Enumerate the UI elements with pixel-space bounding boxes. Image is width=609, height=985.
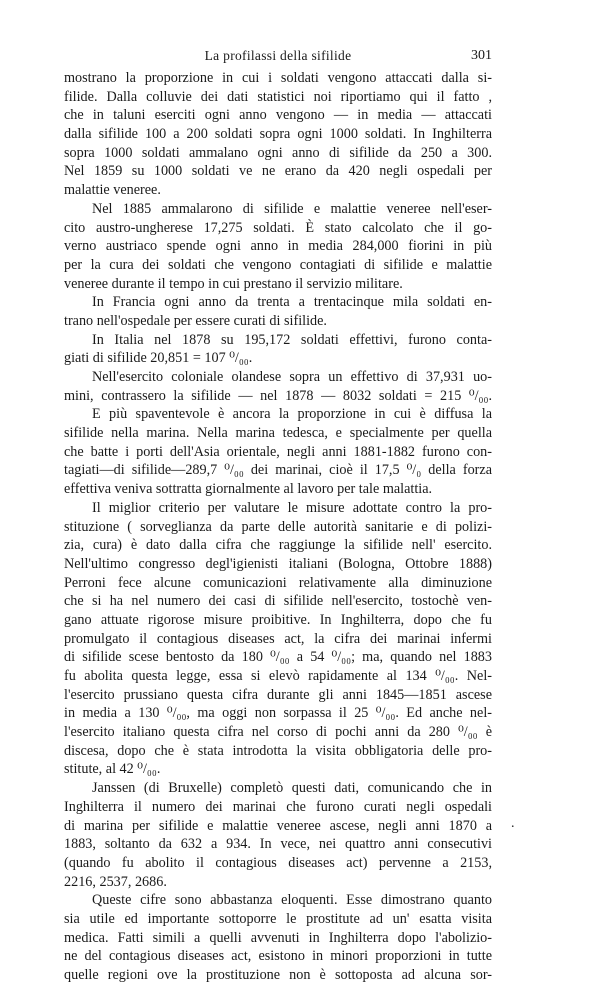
text-line: Janssen (di Bruxelle) completò questi dati, comunicando che in xyxy=(92,780,492,797)
text-line: che si ha nel numero dei casi di sifilide nell'esercito, tostochè ven- xyxy=(64,593,492,610)
text-line: sopra 1000 soldati ammalano ogni anno di sifilide da 250 a 300. xyxy=(64,144,492,161)
text-line: stitute, al 42 ⁰/₀₀. xyxy=(64,761,161,778)
text-line: Nel 1885 ammalarono di sifilide e malattie veneree nell'eser- xyxy=(92,200,492,217)
text-line: Nel 1859 su 1000 soldati ve ne erano da 420 negli ospedali per xyxy=(64,163,492,180)
text-line: Inghilterra il numero dei marinai che furono curati negli ospedali xyxy=(64,798,492,815)
text-line: E più spaventevole è ancora la proporzione in cui è diffusa la xyxy=(92,406,492,423)
text-line: In Italia nel 1878 su 195,172 soldati effettivi, furono conta- xyxy=(92,331,492,348)
text-line: sia utile ed importante sottoporre le prostitute ad un' esatta visita xyxy=(64,910,492,927)
text-line: cito austro-ungherese 17,275 soldati. È stato calcolato che il go- xyxy=(64,219,492,236)
text-line: gano attuate rigorose misure proibitive. In Inghilterra, dopo che fu xyxy=(64,611,492,628)
text-line: dalla sifilide 100 a 200 soldati sopra ogni 1000 soldati. In Inghilterra xyxy=(64,126,492,143)
text-line: mostrano la proporzione in cui i soldati vengono attaccati dalla si- xyxy=(64,70,492,86)
text-line: zia, cura) è dato dalla cifra che raggiunge la sifilide nell' esercito. xyxy=(64,537,492,554)
text-line: Il miglior criterio per valutare le misure adottate contro la pro- xyxy=(92,499,492,516)
text-line: che in taluni eserciti ogni anno vengono — in media — attaccati xyxy=(64,107,492,124)
text-line: 2216, 2537, 2686. xyxy=(64,873,167,890)
text-line: l'esercito italiano questa cifra nel corso di pochi anni da 280 ⁰/₀₀ è xyxy=(64,724,492,741)
body-text xyxy=(64,69,492,985)
running-head xyxy=(64,48,492,70)
text-line: effettiva veniva sottratta giornalmente al lavoro per tale malattia. xyxy=(64,481,433,498)
text-line: malattie veneree. xyxy=(64,182,161,199)
text-line: discesa, dopo che è stata introdotta la visita obbligatoria delle pro- xyxy=(64,742,492,759)
text-line: quelle regioni ove la prostituzione non è sottoposta ad alcuna sor- xyxy=(64,967,492,983)
text-line: sifilide nella marina. Nella marina tedesca, e specialmente per quella xyxy=(64,425,492,442)
text-line: medica. Fatti simili a quelli avvenuti in Inghilterra dopo l'abolizio- xyxy=(64,929,492,946)
text-line: Queste cifre sono abbastanza eloquenti. Esse dimostrano quanto xyxy=(92,892,492,909)
text-line: In Francia ogni anno da trenta a trentacinque mila soldati en- xyxy=(92,294,492,311)
text-line: Nell'esercito coloniale olandese sopra un effettivo di 37,931 uo- xyxy=(92,369,492,385)
text-line: per la cura dei soldati che vengono contagiati di sifilide e malattie xyxy=(64,256,492,273)
text-line: fu abolita questa legge, essa si elevò rapidamente al 134 ⁰/₀₀. Nel- xyxy=(64,668,492,684)
page-number: 301 xyxy=(471,48,492,63)
text-line: tagiati—di sifilide—289,7 ⁰/₀₀ dei marinai, cioè il 17,5 ⁰/₀ della forza xyxy=(64,462,492,479)
text-line: giati di sifilide 20,851 = 107 ⁰/₀₀. xyxy=(64,350,253,367)
running-head-title: La profilassi della sifilide xyxy=(204,48,352,63)
text-line: stituzione ( sorveglianza da parte delle autorità sanitarie e di polizi- xyxy=(64,518,492,535)
margin-mark: . xyxy=(511,816,515,831)
text-line: veneree durante il tempo in cui prestano il servizio militare. xyxy=(64,275,403,292)
text-line: verno austriaco spende ogni anno in media 284,000 fiorini in più xyxy=(64,238,492,255)
text-line: mini, contrassero la sifilide — nel 1878 — 8032 soldati = 215 ⁰/₀₀. xyxy=(64,387,492,404)
text-line: l'esercito prussiano questa cifra durante gli anni 1845—1851 ascese xyxy=(64,686,492,703)
text-line: di sifilide scese bentosto da 180 ⁰/₀₀ a 54 ⁰/₀₀; ma, quando nel 1883 xyxy=(64,649,492,666)
text-line: ne del contagious diseases act, esistono in minori proporzioni in tutte xyxy=(64,948,492,965)
text-line: di marina per sifilide e malattie veneree ascese, negli anni 1870 a xyxy=(64,817,492,834)
text-line: promulgato il contagious diseases act, la cifra dei marinai infermi xyxy=(64,630,492,647)
text-line: Perroni fece alcune comunicazioni relativamente alla diminuzione xyxy=(64,574,492,591)
text-line: Nell'ultimo congresso degl'igienisti italiani (Bologna, Ottobre 1888) xyxy=(64,555,492,572)
text-line: filide. Dalla colluvie dei dati statistici noi riportiamo qui il fatto , xyxy=(64,88,492,105)
text-line: trano nell'ospedale per essere curati di sifilide. xyxy=(64,312,327,329)
text-line: che batte i porti dell'Asia orientale, negli anni 1881-1882 furono con- xyxy=(64,443,492,460)
text-line: (quando fu abolito il contagious diseases act) pervenne a 2153, xyxy=(64,854,492,871)
text-line: in media a 130 ⁰/₀₀, ma oggi non sorpassa il 25 ⁰/₀₀. Ed anche nel- xyxy=(64,705,492,722)
text-line: 1883, soltanto da 632 a 934. In vece, nei quattro anni consecutivi xyxy=(64,836,492,853)
